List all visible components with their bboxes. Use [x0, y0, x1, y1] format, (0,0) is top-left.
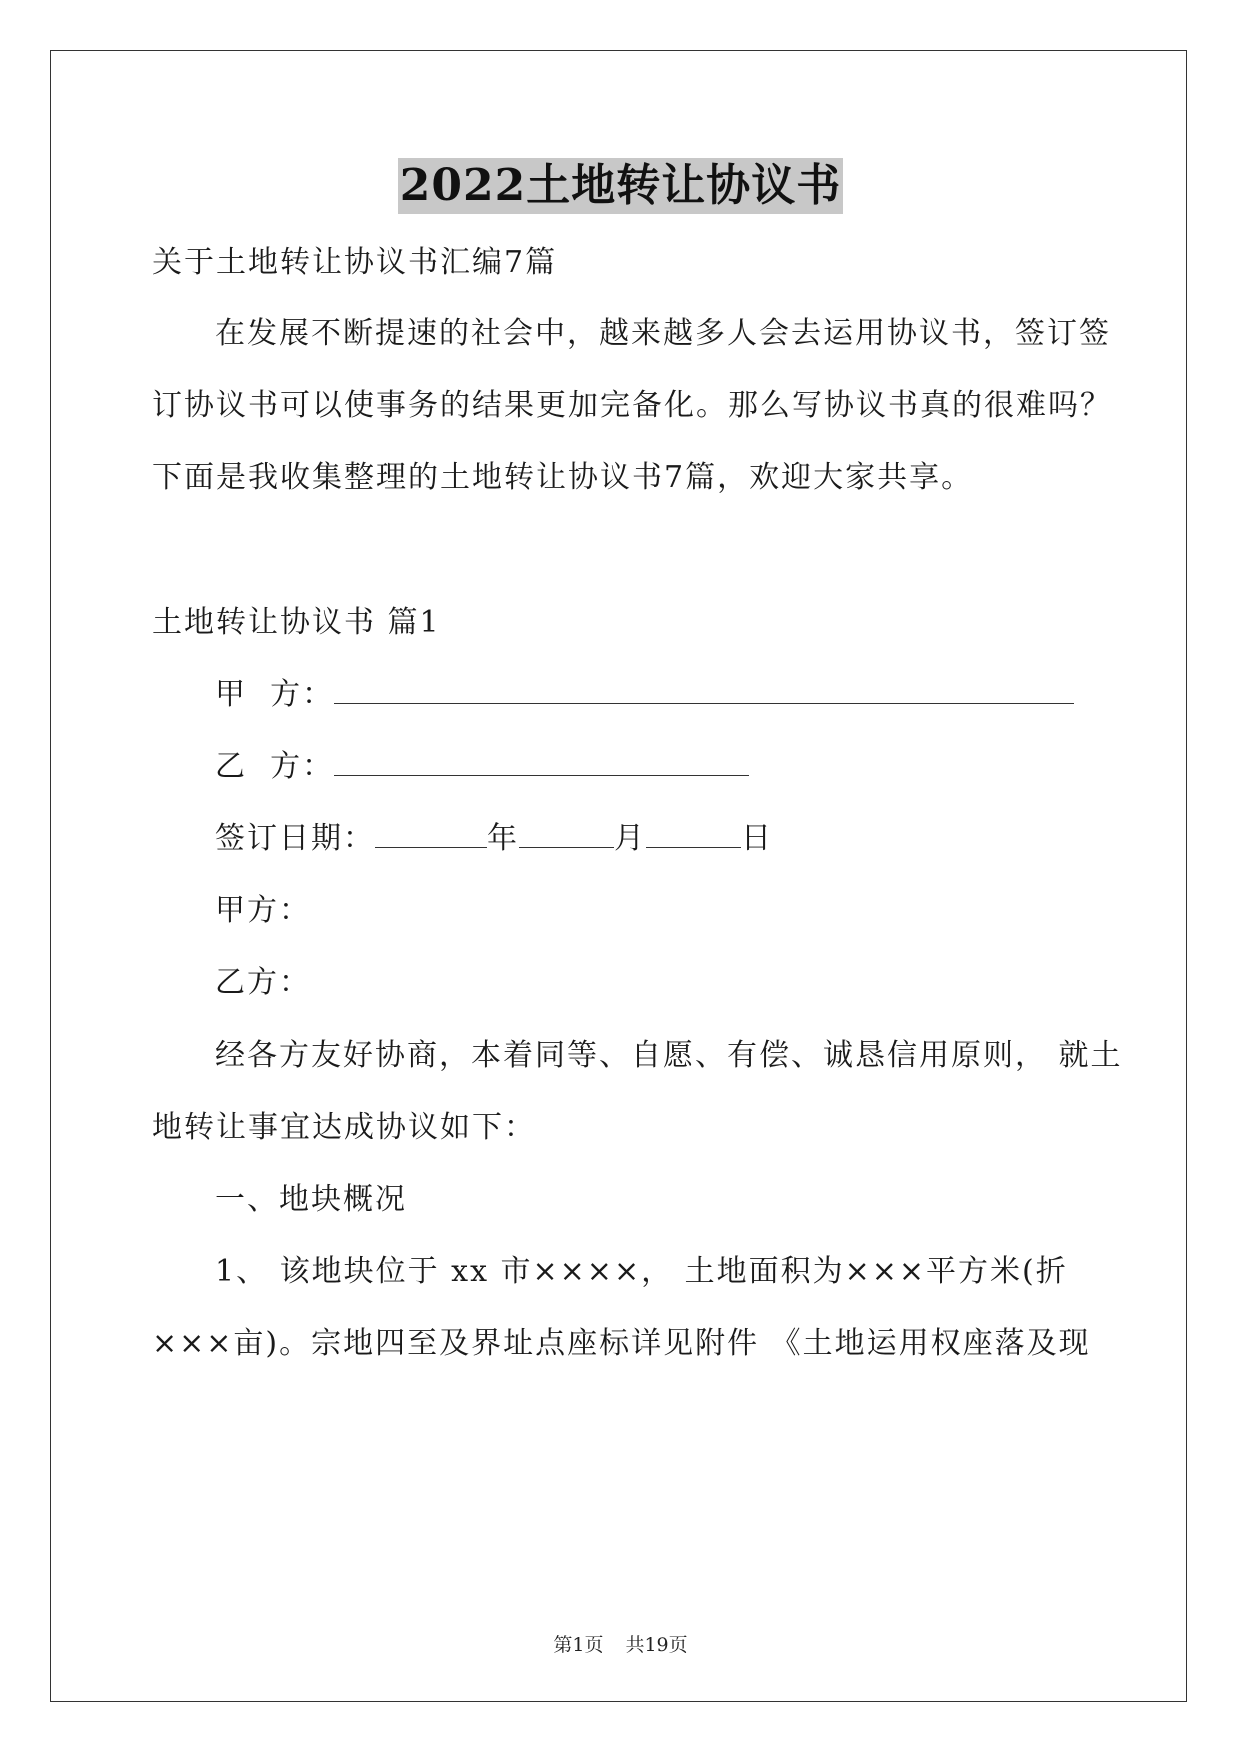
page-footer	[0, 1632, 1241, 1658]
page-border	[50, 50, 1187, 1702]
party-b-blank	[334, 747, 749, 776]
agreement-line-1: 经各方友好协商，本着同等、自愿、有偿、诚恳信用原则， 就土	[215, 1038, 1123, 1073]
sign-year-blank	[375, 819, 487, 848]
sign-date-row	[215, 819, 773, 859]
party-a-label: 甲 方：	[215, 677, 335, 712]
party-a-blank	[334, 675, 1074, 704]
page-number: 第1页	[553, 1634, 604, 1656]
intro-line-1: 在发展不断提速的社会中，越来越多人会去运用协议书，签订签	[215, 316, 1111, 351]
party-a-row	[215, 675, 1074, 715]
clause-1-line-2: ×××亩)。宗地四至及界址点座标详见附件 《土地运用权座落及现	[152, 1326, 1091, 1361]
party-b-row	[215, 747, 749, 787]
title-container	[0, 158, 1241, 214]
sign-month-blank	[519, 819, 614, 848]
sign-date-label: 签订日期：	[215, 821, 375, 856]
intro-line-3: 下面是我收集整理的土地转让协议书7篇，欢迎大家共享。	[152, 460, 974, 495]
party-b-short: 乙方：	[215, 965, 311, 1000]
page-total: 共19页	[625, 1634, 688, 1656]
document-title: 2022土地转让协议书	[398, 158, 843, 214]
agreement-line-2: 地转让事宜达成协议如下：	[152, 1110, 536, 1145]
sign-day-blank	[646, 819, 741, 848]
document-subtitle: 关于土地转让协议书汇编7篇	[152, 245, 558, 280]
sign-day-label: 日	[741, 821, 773, 856]
clause-1-line-1: 1、 该地块位于 xx 市××××， 土地面积为×××平方米(折	[215, 1254, 1068, 1289]
clause-heading: 一、地块概况	[215, 1182, 407, 1217]
sign-month-label: 月	[614, 821, 646, 856]
party-b-label: 乙 方：	[215, 749, 335, 784]
intro-line-2: 订协议书可以使事务的结果更加完备化。那么写协议书真的很难吗？	[152, 388, 1112, 423]
party-a-short: 甲方：	[215, 893, 311, 928]
section-heading: 土地转让协议书 篇1	[152, 605, 441, 640]
sign-year-label: 年	[487, 821, 519, 856]
